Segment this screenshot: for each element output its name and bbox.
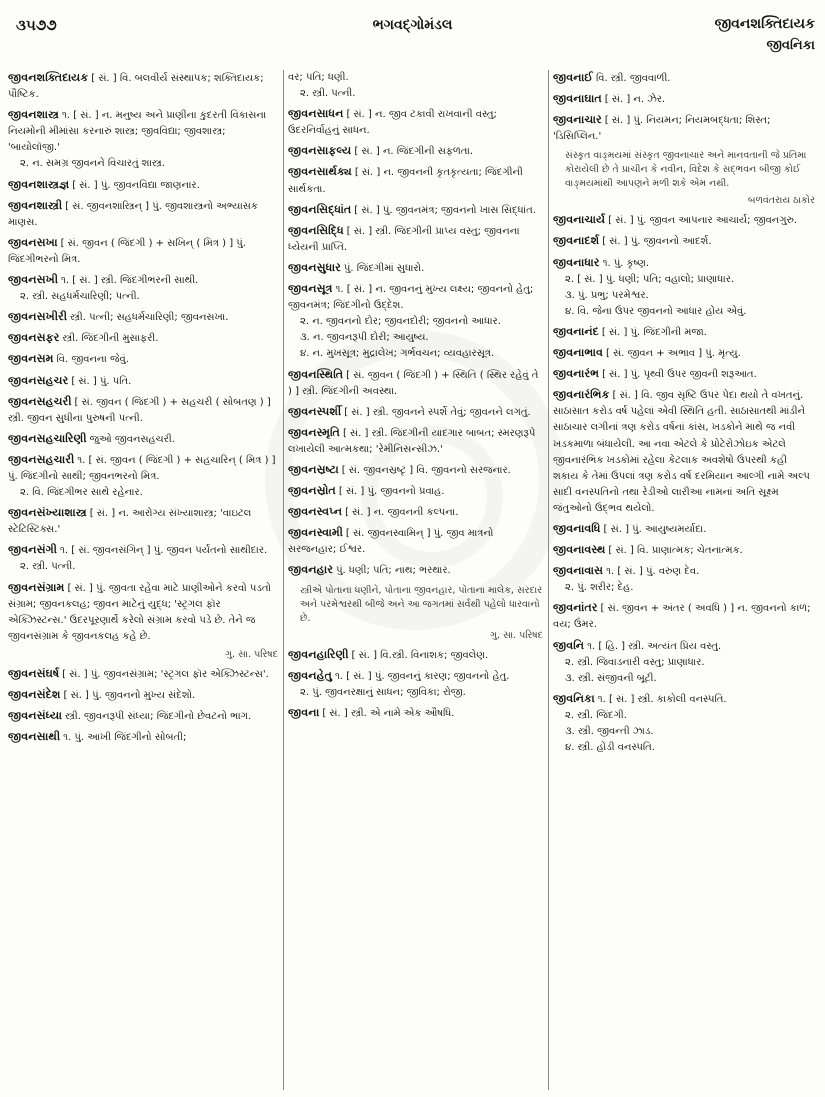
entry-headword: જીવનાદર્શ [553, 234, 600, 248]
dictionary-entry [288, 281, 543, 362]
dictionary-entry [288, 425, 543, 458]
entry-headword: જીવનસુધાર [288, 260, 341, 274]
dictionary-entry [553, 691, 815, 756]
entry-headword: જીવનસહચરી [8, 394, 72, 408]
entry-definition: [ સં. ] પું. જિંદગીની મજા. [601, 326, 707, 338]
dictionary-entry [553, 91, 815, 108]
entry-definition: પું. ધણી; પતિ; નાથ; ભરથાર. [336, 565, 451, 577]
entry-definition: ૧. [ હિ. ] સ્ત્રી. અત્યંત પ્રિય વસ્તુ. [587, 640, 722, 652]
entry-headword: જીવનાભાવ [553, 346, 603, 360]
entry-definition: [ સં. ] ન. જિંદગીની સફળતા. [354, 146, 474, 158]
entry-headword: જીવનસંખ્યાશાસ્ત્ર [8, 506, 87, 520]
entry-headword: જીવનસ્પર્શી [288, 404, 342, 418]
column-2 [288, 70, 543, 1092]
dictionary-entry [553, 324, 815, 341]
entry-definition: [ સં. ] વિ.સ્ત્રી. વિનાશક; જીવલેણ. [351, 649, 489, 661]
dictionary-entry [553, 542, 815, 559]
dictionary-entry [8, 235, 278, 268]
dictionary-entry [288, 705, 543, 722]
entry-definition: પું. જિંદગીમાં સુધારો. [343, 262, 425, 274]
entry-headword: જીવનાવધિ [553, 521, 601, 535]
dictionary-entry [8, 542, 278, 575]
entry-headword: જીવનશાસ્ત્ર [8, 108, 59, 122]
entry-definition: સ્ત્રી. પત્ની; સહધર્મચારિણી; જીવનસખા. [70, 312, 229, 324]
entry-definition: ૧. પું. આખી જિંદગીનો સોબતી; [63, 732, 187, 744]
entry-definition: [ સં. ] સ્ત્રી. જીવનને સ્પર્શે તેવું; જીવનને લગતું. [344, 406, 531, 418]
dictionary-entry [8, 272, 278, 305]
entry-definition: [ સં. ] વિ. બલવીર્ય સંસ્થાપક; શક્તિદાયક; પૌષ્ટિક. [8, 73, 264, 101]
entry-subsense: ૨. ન. સમગ્ર જીવનને વિચારતું શાસ્ત્ર. [20, 158, 165, 170]
dictionary-entry [8, 373, 278, 390]
dictionary-entry [288, 562, 543, 579]
dictionary-entry [288, 525, 543, 558]
entry-definition: [ સં. ] પું. જીવતા રહેવા માટે પ્રાણીઓને કરવો પડતો સંગ્રામ; જીવનકલહ; જીવન માટેનું યુદ્ધ; 'સ્ટ્રગલ ફૉર એક્ઝિસ્ટન્સ.' ઉદરપૂરણાર્થે કરેલો સંગ્રામ કરવો પડે છે. તેને જ જીવનસંગ્રામ કે જીવનકલહ કહે છે. [8, 582, 272, 642]
entry-headword: જીવનસાર્થક્ય [288, 165, 352, 179]
entry-definition: [ સં. ] પું. જીવન આપનાર આચાર્ય; જીવનગુરુ. [608, 215, 798, 227]
entry-headword: જીવનસખી [8, 273, 59, 287]
entry-definition: [ સં. જીવનશાસ્ત્રિન્ ] પું. જીવશાસ્ત્રનો અભ્યાસક માણસ. [8, 200, 258, 228]
dictionary-entry [553, 387, 815, 517]
dictionary-entry [8, 198, 278, 231]
dictionary-entry [553, 345, 815, 362]
entry-headword: જીવનસફર [8, 331, 60, 345]
entry-headword: જીવનહારિણી [288, 647, 349, 661]
entry-definition: ૧. [ સં. જીવન ( જિંદગી ) + સહચારિન્ ( મિત્ર ) ] પું. જિંદગીનો સાથી; જીવનભરનો મિત્ર. [8, 454, 276, 482]
entry-headword: જીવનારંભ [553, 367, 600, 381]
dictionary-entry [8, 177, 278, 194]
entry-definition: ૧. [ સં. ] સ્ત્રી. જિંદગીભરની સાથી. [61, 275, 199, 287]
entry-subsense: ૨. [ સં. ] પું. ધણી; પતિ; વહાલો; પ્રાણાધાર. [565, 273, 735, 285]
entry-subsense: ૨. ન. જીવનનો દોર; જીવનદોરી; જીવનનો આધાર. [300, 316, 501, 328]
entry-headword: જીવનસ્મૃતિ [288, 425, 340, 439]
dictionary-entry [8, 708, 278, 725]
dictionary-entry [8, 505, 278, 538]
entry-definition: [ સં. ] પું. જીવનવિદ્યા જાણનાર. [72, 179, 200, 191]
dictionary-entry [553, 212, 815, 229]
page-title: ભગવદ્ગોમંડલ [372, 17, 453, 33]
entry-subsense: ૨. સ્ત્રી. જિવાડનારી વસ્તુ; પ્રાણાધાર. [565, 656, 705, 668]
entry-headword: જીવનાઈ [553, 71, 593, 84]
entry-definition: સ્ત્રી. જિંદગીની મુસાફરી. [62, 333, 159, 345]
page-number: ૩૫૭૭ [16, 16, 57, 34]
entry-subsense: ૩. સ્ત્રી. જીવન્તી ઝાડ. [565, 726, 654, 737]
entry-definition: [ સં. જીવન + અભાવ ] પું. મૃત્યુ. [605, 348, 741, 360]
dictionary-entry [288, 404, 543, 421]
entry-definition: [ સં. જીવન ( જિંદગી ) + સહચરી ( સોબતણ ) ] સ્ત્રી. જીવન સુધીના પુરુષની પત્ની. [8, 396, 271, 424]
entry-headword: જીવનસંદેશ [8, 688, 61, 701]
entry-headword: જીવનશાસ્ત્રજ્ઞ [8, 177, 70, 191]
entry-definition: [ સં. ] ન. જીવનની કૃતકૃત્યતા; જિંદગીની સાર્થકતા. [288, 167, 523, 195]
column-3 [553, 70, 815, 1092]
dictionary-entry [8, 452, 278, 501]
entry-subsense: ૨. સ્ત્રી. જિંદગી. [565, 709, 627, 721]
entry-definition: [ સં. જીવનસ્રષ્ટૃ ] વિ. જીવનનો સરજનાર. [341, 464, 511, 476]
entry-headword: જીવનારંભિક [553, 388, 610, 402]
entry-headword: જીવનસખીરી [8, 310, 68, 324]
entry-definition: [ સં. ] સ્ત્રી. એ નામે એક ઔષધિ. [322, 707, 455, 719]
entry-source: ગુ. સા. પરિષદ [490, 629, 543, 641]
entry-definition: [ સં. જીવન ( જિંદગી ) + સખિન્ ( મિત્ર ) ] પું. જિંદગીભરનો મિત્ર. [8, 237, 246, 265]
dictionary-entry [288, 106, 543, 139]
dictionary-entry [288, 202, 543, 219]
entry-headword: જીવનાવસ્થ [553, 543, 606, 557]
entry-headword: જીવનાઘાત [553, 92, 602, 106]
entry-headword: જીવનસાધન [288, 107, 344, 121]
entry-headword: જીવનસાથી [8, 730, 61, 744]
entry-definition: [ સં. જીવનસ્વામિન્ ] પું. જીવ માત્રનો સરજનહાર; ઈશ્વર. [288, 528, 494, 556]
entry-definition: [ સં. ] ન. ઝેર. [604, 94, 666, 106]
dictionary-entry [553, 255, 815, 320]
entry-subsense: ૨. સ્ત્રી. સહધર્મચારિણી; પત્ની. [20, 291, 140, 303]
entry-headword: જીવનાનંદ [553, 324, 599, 338]
entry-subsense: ૪. સ્ત્રી. હોડી વનસ્પતિ. [565, 742, 655, 754]
entry-headword: જીવનાચાર્ય [553, 213, 606, 227]
entry-subsense: ૨. સ્ત્રી. પત્ની. [300, 88, 356, 100]
entry-definition: વિ. સ્ત્રી. જીવવાળી. [595, 73, 671, 84]
entry-definition: સ્ત્રી. જીવનરૂપી સંધ્યા; જિંદગીનો છેવટનો ભાગ. [64, 711, 252, 723]
dictionary-entry [553, 70, 815, 87]
entry-headword: જીવનસ્વપ્ન [288, 505, 343, 519]
dictionary-entry [553, 366, 815, 383]
entry-headword: જીવના [288, 705, 320, 719]
dictionary-entry [288, 70, 543, 102]
entry-definition: [ સં. ] પું. પતિ. [71, 375, 132, 387]
entry-headword: જીવનિકા [553, 691, 595, 705]
entry-definition: જુઓ જીવનસહચરી. [89, 433, 175, 445]
entry-subsense: ૩. ન. જીવનરૂપી દોરી; આયુષ્ય. [300, 332, 429, 344]
entry-definition: ૧. [ સં. ] ન. મનુષ્ય અને પ્રાણીના કુદરતી વિકાસના નિયમોની મીમાંસા કરનારું શાસ્ત્ર; જીવવિદ્યા; જીવશાસ્ત્ર; 'બાયોલૉજી.' [8, 110, 267, 154]
dictionary-entry [553, 563, 815, 596]
entry-headword: જીવનાચાર [553, 113, 602, 127]
entry-headword: જીવનસખા [8, 235, 58, 249]
dictionary-entry [288, 462, 543, 479]
entry-definition: [ સં. જીવન + અંતર ( અવધિ ) ] ન. જીવનનો કાળ; વય; ઉંમર. [553, 603, 811, 631]
dictionary-entry [288, 504, 543, 521]
entry-headword: જીવનસિદ્ધિ [288, 223, 344, 237]
entry-headword: જીવનશાસ્ત્રી [8, 198, 63, 212]
entry-definition: [ સં. જીવન ( જિંદગી ) + સ્થિતિ ( સ્થિર રહેવું તે ) ] સ્ત્રી. જિંદગીની અવસ્થા. [288, 369, 539, 397]
entry-subsense: ૨. વિ. જિંદગીભર સાથે રહેનાર. [20, 487, 143, 499]
entry-headword: જીવનસ્વામી [288, 526, 343, 540]
dictionary-entry [553, 521, 815, 538]
entry-subsense: ૨. સ્ત્રી. પત્ની. [20, 561, 76, 573]
entry-headword: જીવનસહચારી [8, 452, 75, 466]
guide-word-first: જીવનશક્તિદાયક [714, 16, 815, 32]
entry-headword: જીવનાધાર [553, 255, 600, 269]
entry-definition: ૧. [ સં. ] પું. વરુણ દેવ. [606, 566, 700, 578]
entry-definition: [ સં. ] પું. જીવનનો મુખ્ય સંદેશો. [63, 690, 196, 701]
column-1 [8, 70, 278, 1092]
entry-headword: જીવનસંગ્રામ [8, 580, 65, 594]
entry-definition: વિ. જીવનના જેવું. [56, 354, 129, 366]
dictionary-entry [553, 112, 815, 145]
dictionary-entry [288, 223, 543, 256]
dictionary-entry [8, 330, 278, 347]
entry-headword: જીવનસ્રષ્ટા [288, 462, 339, 476]
entry-definition: [ સં. ] ન. આરોગ્ય સંખ્યાશાસ્ત્ર; 'વાઇટલ સ્ટેટિસ્ટિક્સ.' [8, 508, 252, 536]
dictionary-entry [8, 666, 278, 683]
dictionary-entry [8, 729, 278, 746]
column-divider [283, 70, 284, 1090]
dictionary-entry [8, 70, 278, 103]
entry-definition: [ સં. ] પું. જીવનનો આદર્શ. [602, 236, 712, 248]
dictionary-entry [288, 668, 543, 701]
entry-headword: જીવનિ [553, 638, 585, 652]
entry-definition: [ સં. ] પું. આયુષ્યમર્યાદા. [603, 523, 707, 535]
dictionary-entry [8, 431, 278, 448]
dictionary-entry [8, 394, 278, 427]
entry-definition: [ સં. ] પું. જીવનસંગ્રામ; 'સ્ટ્રગલ ફૉર એક્ઝિસ્ટન્સ'. [62, 668, 269, 680]
dictionary-entry [288, 260, 543, 277]
dictionary-entry [553, 638, 815, 687]
entry-headword: જીવનહેતુ [288, 668, 332, 682]
entry-definition: [ સં. ] વિ. પ્રાણાત્મક; ચેતનાત્મક. [608, 545, 743, 557]
entry-headword: જીવનસંગી [8, 543, 58, 557]
entry-definition: ૧. [ સં. જીવનસંગિન્ ] પું. જીવન પર્યંતનો સાથીદાર. [60, 545, 268, 557]
entry-definition: [ સં. ] પું. નિયમન; નિયમબદ્ધતા; શિસ્ત; 'ડિસિપ્લિન.' [553, 115, 771, 143]
entry-source: ગુ. સા. પરિષદ [225, 648, 278, 660]
entry-headword: જીવનસાફલ્ય [288, 144, 352, 158]
entry-definition: [ સં. ] પું. જીવનમંત્ર; જીવનનો ખાસ સિદ્ધાંત. [354, 204, 536, 216]
entry-headword: જીવનસૂત્ર [288, 282, 333, 296]
entry-subsense: ૨. પું. જીવનરક્ષાનું સાધન; જીવિકા; રોજી. [300, 686, 466, 698]
entry-headword: જીવનસમ [8, 352, 54, 366]
entry-source: બળવંતરાય ઠાકોર [747, 195, 815, 207]
entry-subsense: ૪. ન. મુખસૂત્ર; મુદ્રાલેખ; ગર્ભવચન; વ્યવહારસૂત્ર. [300, 348, 495, 360]
entry-definition: [ સં. ] પું. પૃથ્વી ઉપર જીવની શરૂઆત. [602, 369, 757, 381]
dictionary-entry [288, 164, 543, 197]
dictionary-entry [288, 143, 543, 160]
entry-headword: જીવનસંધ્યા [8, 709, 62, 723]
guide-word-last: જીવનિકા [766, 38, 815, 53]
dictionary-entry [288, 647, 543, 664]
entry-subsense: ૨. પું. શરીર; દેહ. [565, 582, 634, 594]
entry-definition: [ સં. ] પું. જીવનનો પ્રવાહ. [338, 486, 445, 498]
dictionary-entry [553, 600, 815, 633]
entry-headword: જીવનસિદ્ધાંત [288, 202, 352, 216]
entry-headword: જીવનસહચારિણી [8, 431, 87, 445]
entry-headword: જીવનસંઘર્ષ [8, 666, 60, 680]
entry-headword: જીવનહાર [288, 563, 334, 577]
dictionary-entry [8, 309, 278, 326]
entry-headword: જીવનસહચર [8, 373, 69, 387]
dictionary-entry [8, 107, 278, 172]
entry-quotation: સ્ત્રીએ પોતાના ધણીને, પોતાના જીવનહાર, પોતાના માલેક, સરદાર અને પરમેશ્વરથી બીજે અને આ જગતમાં સર્વથી પહેલો ધારવાનો છે. [300, 584, 543, 624]
entry-subsense: ૪. વિ. જેના ઉપર જીવનનો આધાર હોય એવું. [565, 305, 747, 317]
entry-headword: જીવનાંતર [553, 601, 598, 615]
entry-definition: [ સં. ] ન. જીવ ટકાવી રાખવાની વસ્તુ; ઉદરનિર્વાહનું સાધન. [288, 109, 497, 137]
entry-definition: [ સં. ] વિ. જીવ સૃષ્ટિ ઉપર પેદા થયો તે વખતનું. સાઠાસાત કરોડ વર્ષ પહેલાં એવી સ્થિતિ હતી. સાઠાસાતથી માંડીને સાઠાચાર લગીનાં ત્રણ કરોડ વર્ષનાં કાંસ, ખડકોને માથે જ નવી ખડકમાળા બંધાયેલી. આ નવા એટલે કે પ્રોટેરોઝોઇક એટલે જીવનારંભિક ખડકોમાં રહેલા કેટલાક અવશેષો ઉપરથી કહી શકાય કે તેમાં ઉપલાં ત્રણ કરોડ વર્ષ દરમિયાન આલ્ગી નામે અલ્પ સાદી વનસ્પતિનો તથા રેડીઓ લારીઆ નામનાં અતિ સૂક્ષ્મ જંતુઓનો ઉદ્ભવ થયેલો. [553, 390, 810, 514]
entry-subsense: ૩. સ્ત્રી. સંજીવની બૂટી. [565, 672, 657, 684]
column-divider [548, 70, 549, 1090]
entry-subsense: ૩. પું. પ્રભુ; પરમેશ્વર. [565, 289, 649, 301]
entry-headword: જીવનસ્રોત [288, 484, 336, 498]
entry-quotation: સંસ્કૃત વાઙ્મયમાં સંસ્કૃત જીવનાચાર અને માનવતાની જે પ્રતિમા કોરાયેલી છે તે પ્રાચીન કે નવીન, વિદેશ કે સદ્ભવન બીજી કોઈ વાઙ્મયમાંથી આપણને મળી શકે એમ નથી. [565, 150, 807, 190]
dictionary-entry [553, 233, 815, 250]
entry-headword: જીવનાવાસ [553, 564, 604, 578]
entry-definition: વર; પતિ; ધણી. [288, 72, 349, 83]
dictionary-entry [8, 351, 278, 368]
entry-definition: [ સં. ] સ્ત્રી. જિંદગીની યાદગાર બાબત; સ્મરણરૂપે લખાયેલી આત્મકથા; 'રેમીનિસન્સીઝ.' [288, 427, 536, 455]
entry-headword: જીવનસ્થિતિ [288, 367, 344, 381]
entry-definition: ૧. [ સં. ] ન. જીવનનું મુખ્ય લક્ષ્ય; જીવનનો હેતુ; જીવનમંત્ર; જિંદગીનો ઉદ્દેશ. [288, 284, 534, 312]
entry-definition: [ સં. ] સ્ત્રી. જિંદગીની પ્રાપ્ય વસ્તુ; જીવનના ધ્યેયની પ્રાપ્તિ. [288, 225, 520, 253]
entry-definition: ૧. પું. કૃષ્ણ. [602, 257, 650, 269]
entry-definition: [ સં. ] ન. જીવનની કલ્પના. [345, 507, 459, 519]
entry-definition: ૧. [ સં. ] પું. જીવનનું કારણ; જીવનનો હેતુ. [334, 670, 510, 682]
dictionary-entry [288, 367, 543, 400]
dictionary-entry [8, 687, 278, 704]
entry-headword: જીવનશક્તિદાયક [8, 71, 89, 84]
dictionary-entry [8, 580, 278, 645]
entry-definition: ૧. [ સં. ] સ્ત્રી. કાકોલી વનસ્પતિ. [597, 693, 727, 705]
page-header [0, 0, 825, 70]
dictionary-entry [288, 483, 543, 500]
